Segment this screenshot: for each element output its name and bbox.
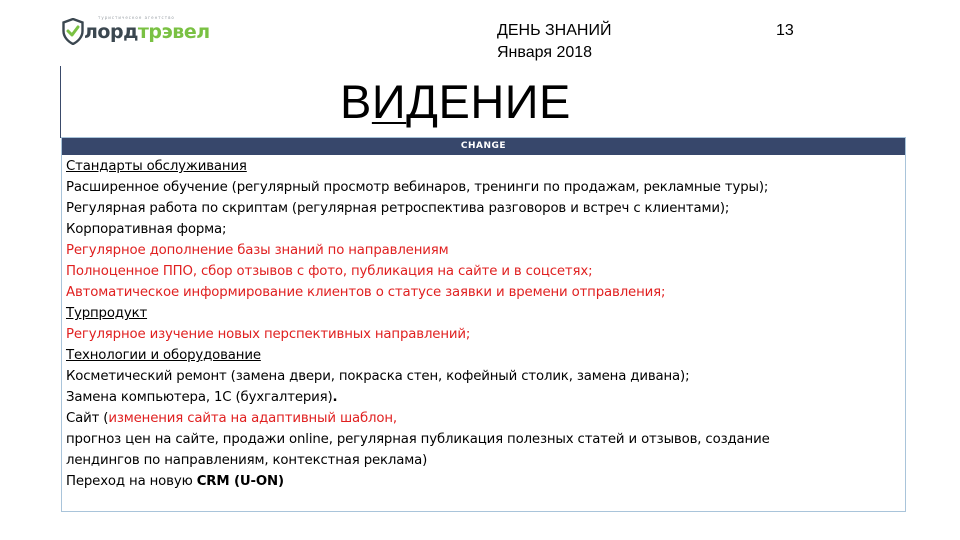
change-banner: CHANGE <box>62 138 905 155</box>
header-event <box>497 20 611 64</box>
list-item-period: . <box>332 390 338 405</box>
logo-wordmark <box>84 21 210 43</box>
page-number: 13 <box>776 22 794 39</box>
list-item-text: Сайт ( <box>66 411 109 426</box>
section-heading-technology: Технологии и оборудование <box>66 348 261 363</box>
logo-word-part2: трэвел <box>137 21 210 43</box>
list-item-highlighted: Полноценное ППО, сбор отзывов с фото, публикация на сайте и в соцсетях; <box>66 264 593 279</box>
list-item <box>66 387 905 408</box>
content-panel <box>61 137 906 512</box>
content-list <box>62 155 905 492</box>
list-item: Косметический ремонт (замена двери, покраска стен, кофейный столик, замена дивана); <box>66 369 690 384</box>
list-item-text: Переход на новую <box>66 474 197 489</box>
list-item <box>66 408 905 429</box>
list-item: лендингов по направлениям, контекстная реклама) <box>66 453 428 468</box>
header-line1: ДЕНЬ ЗНАНИЙ <box>497 22 612 39</box>
list-item: Корпоративная форма; <box>66 222 227 237</box>
title-underlined-letter: И <box>371 75 407 128</box>
company-logo <box>62 14 212 50</box>
list-item <box>66 471 905 492</box>
logo-word-part1: лорд <box>84 21 138 43</box>
title-suffix: ДЕНИЕ <box>406 75 571 128</box>
slide-title <box>340 72 571 132</box>
header-line2: Января 2018 <box>497 44 593 61</box>
list-item-highlighted: Регулярное изучение новых перспективных направлений; <box>66 327 471 342</box>
list-item-crm: CRM (U-ON) <box>196 474 284 489</box>
list-item-highlighted: Автоматическое информирование клиентов о статусе заявки и времени отправления; <box>66 285 666 300</box>
list-item: прогноз цен на сайте, продажи online, регулярная публикация полезных статей и отзывов, создание <box>66 432 770 447</box>
list-item-highlighted-text: изменения сайта на адаптивный шаблон, <box>108 411 397 426</box>
list-item-highlighted: Регулярное дополнение базы знаний по направлениям <box>66 243 449 258</box>
list-item: Расширенное обучение (регулярный просмотр вебинаров, тренинги по продажам, рекламные туры); <box>66 180 769 195</box>
list-item: Регулярная работа по скриптам (регулярная ретроспектива разговоров и встреч с клиентами); <box>66 201 730 216</box>
title-prefix: В <box>340 75 372 128</box>
section-heading-service-standards: Стандарты обслуживания <box>66 159 247 174</box>
section-heading-tour-product: Турпродукт <box>66 306 148 321</box>
shield-logo-icon <box>62 18 84 45</box>
logo-tagline: туристическое агентство <box>98 15 175 20</box>
list-item-text: Замена компьютера, 1С (бухгалтерия) <box>66 390 333 405</box>
left-divider <box>60 66 61 138</box>
